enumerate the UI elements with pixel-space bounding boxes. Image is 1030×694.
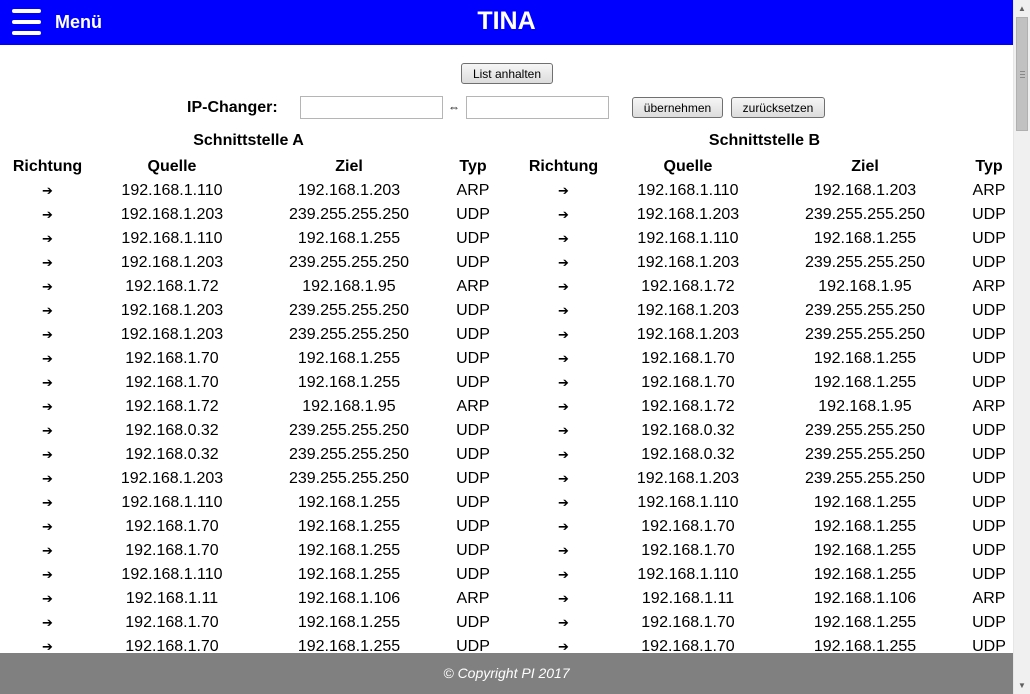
source-ip: 192.168.1.70 bbox=[641, 518, 735, 535]
table-row bbox=[0, 467, 497, 491]
packet-type: UDP bbox=[456, 422, 490, 439]
table-row bbox=[0, 203, 497, 227]
source-ip: 192.168.1.70 bbox=[125, 542, 219, 559]
destination-ip: 239.255.255.250 bbox=[288, 326, 410, 343]
direction-arrow-icon: ➔ bbox=[42, 231, 53, 246]
source-ip: 192.168.0.32 bbox=[125, 446, 219, 463]
table-row bbox=[0, 419, 497, 443]
table-row bbox=[0, 299, 497, 323]
source-ip: 192.168.1.203 bbox=[120, 302, 224, 319]
destination-ip: 192.168.1.255 bbox=[813, 614, 917, 631]
source-ip: 192.168.1.110 bbox=[637, 494, 739, 511]
table-row bbox=[516, 467, 1013, 491]
source-ip: 192.168.1.203 bbox=[636, 470, 740, 487]
destination-ip: 192.168.1.255 bbox=[813, 350, 917, 367]
packet-type: UDP bbox=[972, 638, 1006, 653]
destination-ip: 192.168.1.255 bbox=[813, 566, 917, 583]
table-row bbox=[516, 491, 1013, 515]
destination-ip: 239.255.255.250 bbox=[288, 206, 410, 223]
packet-type: UDP bbox=[456, 518, 490, 535]
table-row bbox=[0, 635, 497, 653]
table-row bbox=[516, 323, 1013, 347]
destination-ip: 192.168.1.255 bbox=[297, 494, 401, 511]
table-row bbox=[516, 299, 1013, 323]
table-row bbox=[516, 587, 1013, 611]
scrollbar-thumb[interactable] bbox=[1016, 17, 1028, 131]
packet-type: UDP bbox=[972, 494, 1006, 511]
packet-type: UDP bbox=[456, 470, 490, 487]
direction-arrow-icon: ➔ bbox=[42, 375, 53, 390]
destination-ip: 192.168.1.106 bbox=[297, 590, 401, 607]
table-row bbox=[0, 491, 497, 515]
table-row bbox=[0, 275, 497, 299]
main-content bbox=[0, 45, 1013, 653]
source-ip: 192.168.1.203 bbox=[120, 254, 224, 271]
destination-ip: 239.255.255.250 bbox=[288, 446, 410, 463]
direction-arrow-icon: ➔ bbox=[42, 591, 53, 606]
source-ip: 192.168.1.70 bbox=[125, 518, 219, 535]
packet-type: UDP bbox=[972, 518, 1006, 535]
destination-ip: 192.168.1.203 bbox=[813, 182, 917, 199]
list-pause-button[interactable]: List anhalten bbox=[461, 63, 553, 84]
destination-ip: 239.255.255.250 bbox=[804, 326, 926, 343]
direction-arrow-icon: ➔ bbox=[558, 423, 569, 438]
destination-ip: 192.168.1.255 bbox=[813, 518, 917, 535]
destination-ip: 239.255.255.250 bbox=[804, 254, 926, 271]
packet-type: UDP bbox=[456, 494, 490, 511]
source-ip: 192.168.1.72 bbox=[641, 398, 735, 415]
ip-b-input[interactable] bbox=[466, 96, 609, 119]
destination-ip: 192.168.1.255 bbox=[297, 542, 401, 559]
packet-type: UDP bbox=[972, 542, 1006, 559]
destination-ip: 192.168.1.255 bbox=[297, 614, 401, 631]
source-ip: 192.168.1.70 bbox=[641, 350, 735, 367]
source-ip: 192.168.1.70 bbox=[125, 350, 219, 367]
table-row bbox=[516, 179, 1013, 203]
packet-type: UDP bbox=[456, 302, 490, 319]
table-row bbox=[0, 443, 497, 467]
column-header-source: Quelle bbox=[147, 158, 197, 175]
destination-ip: 239.255.255.250 bbox=[288, 470, 410, 487]
direction-arrow-icon: ➔ bbox=[42, 495, 53, 510]
packet-type: ARP bbox=[456, 398, 490, 415]
ip-a-input[interactable] bbox=[300, 96, 443, 119]
table-row bbox=[0, 179, 497, 203]
packet-type: ARP bbox=[972, 590, 1006, 607]
source-ip: 192.168.1.110 bbox=[637, 566, 739, 583]
direction-arrow-icon: ➔ bbox=[42, 327, 53, 342]
table-row bbox=[516, 203, 1013, 227]
direction-arrow-icon: ➔ bbox=[558, 207, 569, 222]
source-ip: 192.168.1.72 bbox=[641, 278, 735, 295]
packet-type: UDP bbox=[972, 302, 1006, 319]
destination-ip: 239.255.255.250 bbox=[804, 206, 926, 223]
scroll-down-icon[interactable]: ▼ bbox=[1018, 681, 1026, 690]
menu-label: Menü bbox=[55, 11, 102, 32]
page-scrollbar[interactable] bbox=[1013, 0, 1030, 694]
packet-type: UDP bbox=[972, 206, 1006, 223]
direction-arrow-icon: ➔ bbox=[558, 519, 569, 534]
table-row bbox=[516, 563, 1013, 587]
table-row bbox=[516, 539, 1013, 563]
packet-type: UDP bbox=[972, 230, 1006, 247]
destination-ip: 192.168.1.255 bbox=[297, 374, 401, 391]
swap-icon: ⇔ bbox=[448, 100, 460, 114]
destination-ip: 239.255.255.250 bbox=[288, 422, 410, 439]
table-row bbox=[0, 587, 497, 611]
packet-type: UDP bbox=[972, 254, 1006, 271]
destination-ip: 192.168.1.95 bbox=[302, 278, 396, 295]
direction-arrow-icon: ➔ bbox=[558, 399, 569, 414]
direction-arrow-icon: ➔ bbox=[558, 591, 569, 606]
source-ip: 192.168.1.203 bbox=[120, 470, 224, 487]
packet-type: UDP bbox=[456, 206, 490, 223]
destination-ip: 192.168.1.255 bbox=[297, 566, 401, 583]
column-header-direction: Richtung bbox=[528, 158, 599, 175]
direction-arrow-icon: ➔ bbox=[558, 615, 569, 630]
packet-type: UDP bbox=[456, 230, 490, 247]
direction-arrow-icon: ➔ bbox=[558, 351, 569, 366]
interface-a-table bbox=[0, 155, 497, 653]
app-title: TINA bbox=[477, 7, 536, 35]
direction-arrow-icon: ➔ bbox=[42, 351, 53, 366]
table-row bbox=[0, 563, 497, 587]
scroll-up-icon[interactable]: ▲ bbox=[1018, 4, 1026, 13]
table-row bbox=[0, 227, 497, 251]
footer: © Copyright PI 2017 bbox=[0, 653, 1013, 694]
source-ip: 192.168.1.11 bbox=[125, 590, 219, 607]
table-row bbox=[0, 347, 497, 371]
apply-button[interactable]: übernehmen bbox=[632, 97, 723, 118]
source-ip: 192.168.1.70 bbox=[125, 638, 219, 653]
packet-type: UDP bbox=[972, 422, 1006, 439]
packet-type: ARP bbox=[456, 182, 490, 199]
destination-ip: 239.255.255.250 bbox=[288, 254, 410, 271]
destination-ip: 192.168.1.255 bbox=[297, 350, 401, 367]
ip-changer-label: IP-Changer: bbox=[187, 99, 278, 116]
direction-arrow-icon: ➔ bbox=[42, 255, 53, 270]
source-ip: 192.168.0.32 bbox=[641, 422, 735, 439]
interface-b-table bbox=[516, 155, 1013, 653]
direction-arrow-icon: ➔ bbox=[42, 615, 53, 630]
source-ip: 192.168.1.203 bbox=[636, 254, 740, 271]
destination-ip: 239.255.255.250 bbox=[804, 446, 926, 463]
direction-arrow-icon: ➔ bbox=[42, 519, 53, 534]
column-header-type: Typ bbox=[975, 158, 1003, 175]
source-ip: 192.168.1.70 bbox=[641, 638, 735, 653]
column-header-type: Typ bbox=[459, 158, 487, 175]
packet-type: UDP bbox=[456, 326, 490, 343]
direction-arrow-icon: ➔ bbox=[558, 639, 569, 653]
table-row bbox=[516, 635, 1013, 653]
table-row bbox=[0, 539, 497, 563]
packet-type: UDP bbox=[456, 254, 490, 271]
destination-ip: 192.168.1.255 bbox=[813, 230, 917, 247]
table-row bbox=[0, 515, 497, 539]
source-ip: 192.168.0.32 bbox=[125, 422, 219, 439]
packet-type: UDP bbox=[456, 374, 490, 391]
destination-ip: 239.255.255.250 bbox=[288, 302, 410, 319]
direction-arrow-icon: ➔ bbox=[42, 543, 53, 558]
source-ip: 192.168.1.203 bbox=[120, 326, 224, 343]
table-row bbox=[516, 443, 1013, 467]
packet-type: UDP bbox=[456, 446, 490, 463]
packet-type: UDP bbox=[972, 470, 1006, 487]
source-ip: 192.168.1.110 bbox=[121, 230, 223, 247]
table-row bbox=[516, 371, 1013, 395]
direction-arrow-icon: ➔ bbox=[42, 639, 53, 653]
table-row bbox=[516, 419, 1013, 443]
interface-a-title: Schnittstelle A bbox=[193, 132, 304, 149]
packet-type: UDP bbox=[456, 614, 490, 631]
destination-ip: 192.168.1.95 bbox=[302, 398, 396, 415]
packet-type: UDP bbox=[456, 566, 490, 583]
source-ip: 192.168.1.70 bbox=[641, 374, 735, 391]
packet-type: UDP bbox=[972, 374, 1006, 391]
source-ip: 192.168.1.70 bbox=[641, 614, 735, 631]
table-row bbox=[516, 395, 1013, 419]
destination-ip: 239.255.255.250 bbox=[804, 302, 926, 319]
source-ip: 192.168.1.203 bbox=[120, 206, 224, 223]
destination-ip: 192.168.1.95 bbox=[818, 278, 912, 295]
packet-type: ARP bbox=[456, 590, 490, 607]
table-row bbox=[516, 227, 1013, 251]
direction-arrow-icon: ➔ bbox=[558, 255, 569, 270]
destination-ip: 192.168.1.95 bbox=[818, 398, 912, 415]
table-row bbox=[0, 251, 497, 275]
direction-arrow-icon: ➔ bbox=[558, 495, 569, 510]
table-row bbox=[0, 395, 497, 419]
source-ip: 192.168.1.72 bbox=[125, 278, 219, 295]
direction-arrow-icon: ➔ bbox=[42, 471, 53, 486]
packet-type: UDP bbox=[972, 566, 1006, 583]
destination-ip: 192.168.1.255 bbox=[813, 494, 917, 511]
source-ip: 192.168.0.32 bbox=[641, 446, 735, 463]
direction-arrow-icon: ➔ bbox=[558, 567, 569, 582]
column-header-source: Quelle bbox=[663, 158, 713, 175]
packet-type: UDP bbox=[456, 350, 490, 367]
column-header-destination: Ziel bbox=[335, 158, 363, 175]
table-row bbox=[0, 611, 497, 635]
packet-type: ARP bbox=[972, 182, 1006, 199]
ip-changer bbox=[0, 96, 1013, 120]
destination-ip: 192.168.1.106 bbox=[813, 590, 917, 607]
packet-type: ARP bbox=[456, 278, 490, 295]
table-row bbox=[516, 515, 1013, 539]
column-header-direction: Richtung bbox=[12, 158, 83, 175]
direction-arrow-icon: ➔ bbox=[42, 303, 53, 318]
source-ip: 192.168.1.110 bbox=[637, 182, 739, 199]
destination-ip: 192.168.1.255 bbox=[297, 518, 401, 535]
direction-arrow-icon: ➔ bbox=[558, 327, 569, 342]
interface-b-title: Schnittstelle B bbox=[708, 132, 821, 149]
source-ip: 192.168.1.110 bbox=[637, 230, 739, 247]
packet-type: UDP bbox=[972, 614, 1006, 631]
direction-arrow-icon: ➔ bbox=[42, 423, 53, 438]
table-row bbox=[0, 323, 497, 347]
table-row bbox=[516, 611, 1013, 635]
direction-arrow-icon: ➔ bbox=[558, 543, 569, 558]
source-ip: 192.168.1.110 bbox=[121, 182, 223, 199]
direction-arrow-icon: ➔ bbox=[558, 303, 569, 318]
direction-arrow-icon: ➔ bbox=[42, 207, 53, 222]
packet-type: ARP bbox=[972, 278, 1006, 295]
interface-b-panel bbox=[516, 131, 1013, 653]
destination-ip: 192.168.1.203 bbox=[297, 182, 401, 199]
packet-type: UDP bbox=[456, 542, 490, 559]
packet-type: UDP bbox=[972, 326, 1006, 343]
direction-arrow-icon: ➔ bbox=[42, 279, 53, 294]
direction-arrow-icon: ➔ bbox=[558, 231, 569, 246]
packet-type: UDP bbox=[456, 638, 490, 653]
direction-arrow-icon: ➔ bbox=[42, 183, 53, 198]
interface-a-rows bbox=[0, 179, 497, 653]
direction-arrow-icon: ➔ bbox=[558, 447, 569, 462]
source-ip: 192.168.1.110 bbox=[121, 566, 223, 583]
source-ip: 192.168.1.70 bbox=[641, 542, 735, 559]
header-bar bbox=[0, 0, 1013, 45]
column-header-destination: Ziel bbox=[851, 158, 879, 175]
direction-arrow-icon: ➔ bbox=[558, 375, 569, 390]
source-ip: 192.168.1.11 bbox=[641, 590, 735, 607]
reset-button[interactable]: zurücksetzen bbox=[731, 97, 825, 118]
packet-type: UDP bbox=[972, 446, 1006, 463]
direction-arrow-icon: ➔ bbox=[42, 399, 53, 414]
destination-ip: 239.255.255.250 bbox=[804, 422, 926, 439]
table-row bbox=[516, 251, 1013, 275]
destination-ip: 192.168.1.255 bbox=[813, 374, 917, 391]
direction-arrow-icon: ➔ bbox=[42, 567, 53, 582]
destination-ip: 192.168.1.255 bbox=[297, 638, 401, 653]
table-row bbox=[516, 347, 1013, 371]
packet-type: UDP bbox=[972, 350, 1006, 367]
destination-ip: 192.168.1.255 bbox=[813, 638, 917, 653]
destination-ip: 192.168.1.255 bbox=[813, 542, 917, 559]
source-ip: 192.168.1.110 bbox=[121, 494, 223, 511]
direction-arrow-icon: ➔ bbox=[558, 279, 569, 294]
destination-ip: 239.255.255.250 bbox=[804, 470, 926, 487]
source-ip: 192.168.1.203 bbox=[636, 326, 740, 343]
source-ip: 192.168.1.72 bbox=[125, 398, 219, 415]
packet-type: ARP bbox=[972, 398, 1006, 415]
interface-a-panel bbox=[0, 131, 497, 653]
direction-arrow-icon: ➔ bbox=[558, 183, 569, 198]
table-row bbox=[516, 275, 1013, 299]
source-ip: 192.168.1.203 bbox=[636, 206, 740, 223]
source-ip: 192.168.1.70 bbox=[125, 614, 219, 631]
destination-ip: 192.168.1.255 bbox=[297, 230, 401, 247]
direction-arrow-icon: ➔ bbox=[42, 447, 53, 462]
table-row bbox=[0, 371, 497, 395]
source-ip: 192.168.1.70 bbox=[125, 374, 219, 391]
direction-arrow-icon: ➔ bbox=[558, 471, 569, 486]
interface-b-rows bbox=[516, 179, 1013, 653]
source-ip: 192.168.1.203 bbox=[636, 302, 740, 319]
